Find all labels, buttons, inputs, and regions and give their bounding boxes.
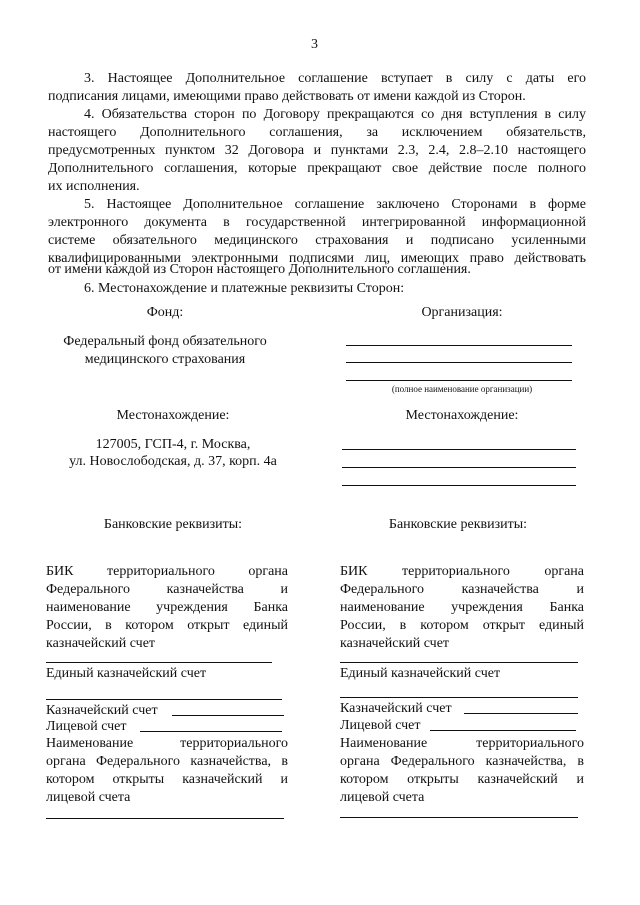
paragraph-4-line-2: настоящего Дополнительного соглашения, за исключением обязательств, <box>48 125 586 140</box>
paragraph-5-line-1: 5. Настоящее Дополнительное соглашение заключено Сторонами в форме <box>84 197 586 212</box>
right-org-name-line-3 <box>346 380 572 381</box>
left-fund-name-line-1: Федеральный фонд обязательного <box>63 334 267 349</box>
paragraph-5-line-4: квалифицированными электронными подписями лиц, имеющих право действовать <box>48 251 586 266</box>
left-bik-line-3: наименование учреждения Банка <box>46 600 288 615</box>
right-address-line-3 <box>342 485 576 486</box>
left-treasury-name-line-2: органа Федерального казначейства, в <box>46 754 288 769</box>
paragraph-4-line-5: их исполнения. <box>48 179 140 194</box>
left-bik-line-2: Федерального казначейства и <box>46 582 288 597</box>
left-treasury-account-line <box>172 715 284 716</box>
right-bik-line-1: БИК территориального органа <box>340 564 584 579</box>
right-bik-line-5: казначейский счет <box>340 636 450 651</box>
paragraph-6: 6. Местонахождение и платежные реквизиты Сторон: <box>84 281 405 296</box>
right-bik-line-4: России, в котором открыт единый <box>340 618 584 633</box>
page-number: 3 <box>311 37 318 52</box>
right-treasury-name-line-2: органа Федерального казначейства, в <box>340 754 584 769</box>
left-location-label: Местонахождение: <box>116 408 230 423</box>
left-treasury-account-label: Казначейский счет <box>46 703 158 718</box>
left-single-account-label: Единый казначейский счет <box>46 666 207 681</box>
paragraph-5-line-2: электронного документа в государственной интегрированной информационной <box>48 215 586 230</box>
right-treasury-name-line-4: лицевой счета <box>340 790 425 805</box>
right-single-account-label: Единый казначейский счет <box>340 666 501 681</box>
right-location-label: Местонахождение: <box>405 408 519 423</box>
right-org-name-caption: (полное наименование организации) <box>391 384 533 394</box>
right-heading-organization: Организация: <box>421 305 503 320</box>
paragraph-4-line-4: Дополнительного соглашения, которые прекращают свое действие после полного <box>48 161 586 176</box>
right-bank-label: Банковские реквизиты: <box>388 517 528 532</box>
paragraph-4-line-3: предусмотренных пунктом 32 Договора и пунктами 2.3, 2.4, 2.8–2.10 настоящего <box>48 143 586 158</box>
left-personal-account-label: Лицевой счет <box>46 719 127 734</box>
right-bik-line-3: наименование учреждения Банка <box>340 600 584 615</box>
left-address-line-2: ул. Новослободская, д. 37, корп. 4а <box>69 454 277 469</box>
left-heading-fund: Фонд: <box>146 305 184 320</box>
right-single-account-value-line <box>340 697 578 698</box>
left-bank-label: Банковские реквизиты: <box>103 517 243 532</box>
left-treasury-name-line-4: лицевой счета <box>46 790 131 805</box>
left-treasury-name-value-line <box>46 818 284 819</box>
right-org-name-line-2 <box>346 362 572 363</box>
left-single-account-value-line <box>46 699 282 700</box>
right-treasury-account-label: Казначейский счет <box>340 701 452 716</box>
left-address-line-1: 127005, ГСП-4, г. Москва, <box>95 437 251 452</box>
left-bik-line-5: казначейский счет <box>46 636 156 651</box>
paragraph-3-line-1: 3. Настоящее Дополнительное соглашение вступает в силу с даты его <box>84 71 586 86</box>
left-personal-account-line <box>140 731 282 732</box>
right-treasury-name-line-3: котором открыты казначейский и <box>340 772 584 787</box>
right-address-line-2 <box>342 467 576 468</box>
left-treasury-name-line-1: Наименование территориального <box>46 736 288 751</box>
right-bik-line-2: Федерального казначейства и <box>340 582 584 597</box>
right-personal-account-label: Лицевой счет <box>340 718 421 733</box>
right-treasury-account-line <box>464 713 578 714</box>
left-fund-name-line-2: медицинского страхования <box>84 352 246 367</box>
right-bik-value-line <box>340 662 578 663</box>
left-bik-line-4: России, в котором открыт единый <box>46 618 288 633</box>
paragraph-5-line-5: от имени каждой из Сторон настоящего Дополнительного соглашения. <box>48 262 471 277</box>
left-bik-line-1: БИК территориального органа <box>46 564 288 579</box>
left-bik-value-line <box>46 662 272 663</box>
right-personal-account-line <box>430 730 576 731</box>
paragraph-4-line-1: 4. Обязательства сторон по Договору прекращаются со дня вступления в силу <box>84 107 586 122</box>
paragraph-3-line-2: подписания лицами, имеющими право действовать от имени каждой из Сторон. <box>48 89 526 104</box>
right-treasury-name-value-line <box>340 817 578 818</box>
right-treasury-name-line-1: Наименование территориального <box>340 736 584 751</box>
paragraph-5-line-3: системе обязательного медицинского страхования и подписано усиленными <box>48 233 586 248</box>
right-address-line-1 <box>342 449 576 450</box>
left-treasury-name-line-3: котором открыты казначейский и <box>46 772 288 787</box>
right-org-name-line-1 <box>346 345 572 346</box>
